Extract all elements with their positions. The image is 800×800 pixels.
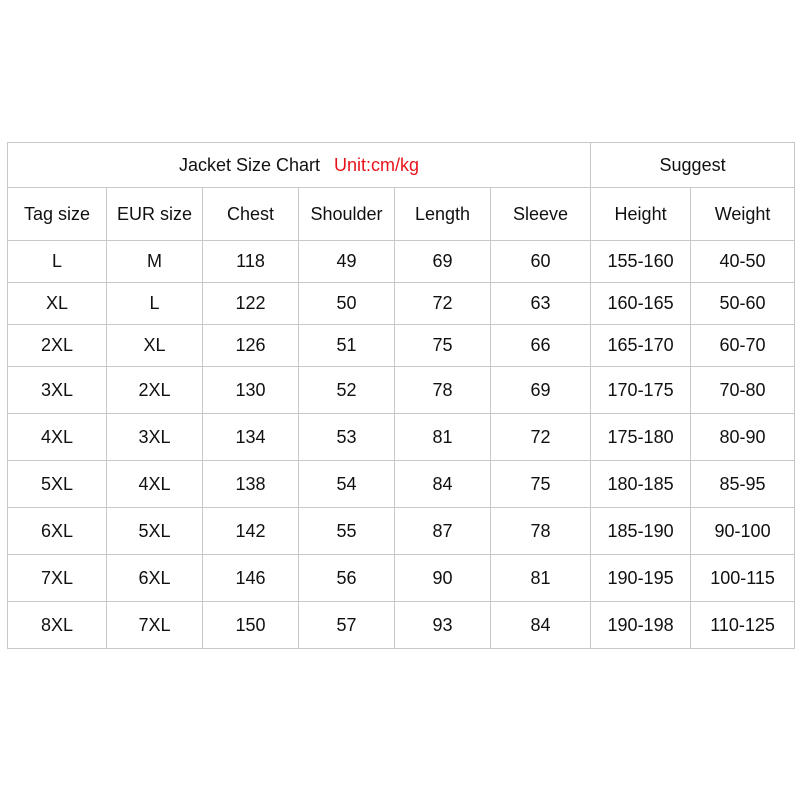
cell-eur-size: M [107, 241, 203, 283]
table-row [8, 325, 795, 367]
cell-length: 72 [395, 283, 491, 325]
cell-tag-size: 6XL [8, 508, 107, 555]
cell-height: 160-165 [591, 283, 691, 325]
column-header-tag-size: Tag size [8, 188, 107, 241]
cell-weight: 50-60 [691, 283, 795, 325]
cell-length: 90 [395, 555, 491, 602]
cell-shoulder: 55 [299, 508, 395, 555]
cell-tag-size: 8XL [8, 602, 107, 649]
column-header-sleeve: Sleeve [491, 188, 591, 241]
cell-shoulder: 52 [299, 367, 395, 414]
cell-sleeve: 63 [491, 283, 591, 325]
cell-length: 69 [395, 241, 491, 283]
cell-eur-size: 4XL [107, 461, 203, 508]
cell-height: 180-185 [591, 461, 691, 508]
unit-label: Unit:cm/kg [334, 154, 420, 175]
cell-sleeve: 66 [491, 325, 591, 367]
cell-shoulder: 49 [299, 241, 395, 283]
cell-eur-size: 2XL [107, 367, 203, 414]
table-row [8, 367, 795, 414]
cell-weight: 85-95 [691, 461, 795, 508]
cell-sleeve: 84 [491, 602, 591, 649]
cell-sleeve: 72 [491, 414, 591, 461]
cell-weight: 110-125 [691, 602, 795, 649]
chart-title-cell [8, 143, 591, 188]
cell-weight: 60-70 [691, 325, 795, 367]
cell-eur-size: 7XL [107, 602, 203, 649]
cell-eur-size: L [107, 283, 203, 325]
cell-shoulder: 51 [299, 325, 395, 367]
cell-eur-size: 6XL [107, 555, 203, 602]
cell-shoulder: 50 [299, 283, 395, 325]
title-row [8, 143, 795, 188]
column-header-shoulder: Shoulder [299, 188, 395, 241]
cell-length: 75 [395, 325, 491, 367]
cell-sleeve: 75 [491, 461, 591, 508]
cell-length: 81 [395, 414, 491, 461]
cell-height: 175-180 [591, 414, 691, 461]
cell-chest: 142 [203, 508, 299, 555]
cell-chest: 130 [203, 367, 299, 414]
cell-sleeve: 60 [491, 241, 591, 283]
cell-sleeve: 81 [491, 555, 591, 602]
cell-eur-size: 3XL [107, 414, 203, 461]
cell-height: 185-190 [591, 508, 691, 555]
size-chart-table [7, 142, 795, 649]
cell-height: 165-170 [591, 325, 691, 367]
cell-height: 190-198 [591, 602, 691, 649]
cell-sleeve: 69 [491, 367, 591, 414]
table-row [8, 414, 795, 461]
cell-sleeve: 78 [491, 508, 591, 555]
column-header-height: Height [591, 188, 691, 241]
cell-shoulder: 53 [299, 414, 395, 461]
cell-length: 93 [395, 602, 491, 649]
cell-shoulder: 54 [299, 461, 395, 508]
cell-height: 170-175 [591, 367, 691, 414]
cell-eur-size: 5XL [107, 508, 203, 555]
table-row [8, 461, 795, 508]
cell-shoulder: 56 [299, 555, 395, 602]
cell-weight: 90-100 [691, 508, 795, 555]
cell-tag-size: 3XL [8, 367, 107, 414]
cell-tag-size: 2XL [8, 325, 107, 367]
cell-height: 155-160 [591, 241, 691, 283]
chart-title: Jacket Size Chart [178, 154, 321, 175]
cell-tag-size: 5XL [8, 461, 107, 508]
cell-weight: 70-80 [691, 367, 795, 414]
cell-weight: 100-115 [691, 555, 795, 602]
cell-weight: 40-50 [691, 241, 795, 283]
column-header-length: Length [395, 188, 491, 241]
table-row [8, 602, 795, 649]
size-rows [8, 241, 795, 649]
table-row [8, 241, 795, 283]
cell-tag-size: 7XL [8, 555, 107, 602]
cell-height: 190-195 [591, 555, 691, 602]
column-header-chest: Chest [203, 188, 299, 241]
cell-chest: 150 [203, 602, 299, 649]
suggest-header: Suggest [591, 143, 795, 188]
cell-chest: 134 [203, 414, 299, 461]
cell-eur-size: XL [107, 325, 203, 367]
column-header-eur-size: EUR size [107, 188, 203, 241]
cell-length: 84 [395, 461, 491, 508]
cell-tag-size: 4XL [8, 414, 107, 461]
cell-chest: 122 [203, 283, 299, 325]
cell-tag-size: L [8, 241, 107, 283]
column-header-row [8, 188, 795, 241]
table-row [8, 508, 795, 555]
cell-length: 87 [395, 508, 491, 555]
cell-tag-size: XL [8, 283, 107, 325]
cell-length: 78 [395, 367, 491, 414]
column-header-weight: Weight [691, 188, 795, 241]
cell-weight: 80-90 [691, 414, 795, 461]
cell-chest: 126 [203, 325, 299, 367]
cell-chest: 118 [203, 241, 299, 283]
cell-chest: 138 [203, 461, 299, 508]
table-row [8, 555, 795, 602]
cell-chest: 146 [203, 555, 299, 602]
cell-shoulder: 57 [299, 602, 395, 649]
table-row [8, 283, 795, 325]
